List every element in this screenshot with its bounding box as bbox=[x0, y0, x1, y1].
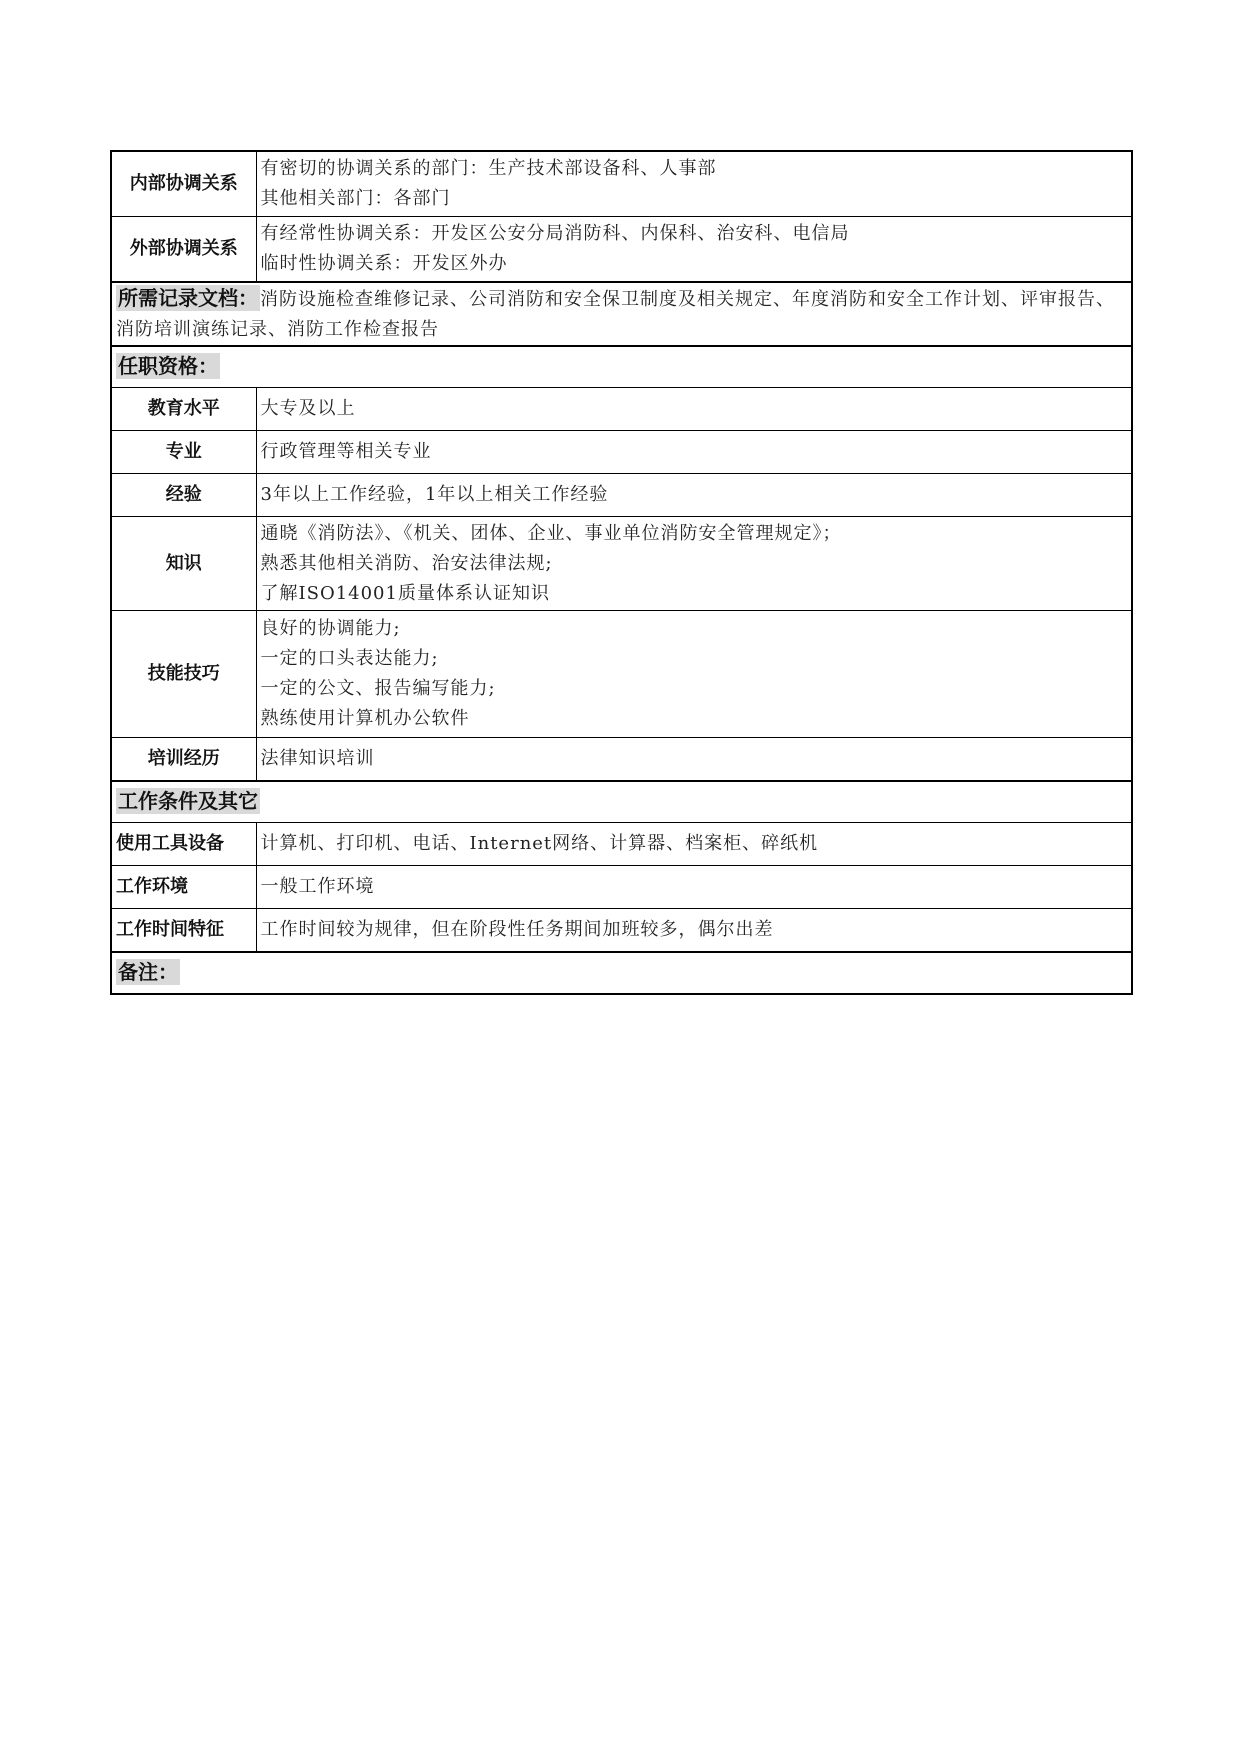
environment-value: 一般工作环境 bbox=[256, 866, 1132, 909]
environment-label: 工作环境 bbox=[111, 866, 256, 909]
notes-label: 备注： bbox=[118, 960, 178, 984]
tools-label: 使用工具设备 bbox=[111, 823, 256, 866]
external-relations-line: 有经常性协调关系：开发区公安分局消防科、内保科、治安科、电信局 bbox=[260, 223, 850, 244]
records-cell bbox=[111, 282, 1132, 346]
qualifications-header-row bbox=[111, 346, 1132, 388]
education-value: 大专及以上 bbox=[256, 388, 1132, 431]
major-row bbox=[111, 431, 1132, 474]
major-label: 专业 bbox=[111, 431, 256, 474]
notes-row bbox=[111, 952, 1132, 994]
knowledge-line: 通晓《消防法》、《机关、团体、企业、事业单位消防安全管理规定》； bbox=[260, 522, 842, 544]
records-row bbox=[111, 282, 1132, 346]
qualifications-header-cell bbox=[111, 346, 1132, 388]
knowledge-line: 熟悉其他相关消防、治安法律法规; bbox=[260, 552, 553, 574]
conditions-header: 工作条件及其它 bbox=[118, 789, 258, 813]
education-row bbox=[111, 388, 1132, 431]
job-description-sheet bbox=[110, 150, 1133, 995]
experience-value: 3年以上工作经验，1年以上相关工作经验 bbox=[256, 474, 1132, 517]
knowledge-label: 知识 bbox=[111, 517, 256, 611]
hours-row bbox=[111, 909, 1132, 953]
skills-line: 一定的口头表达能力; bbox=[260, 648, 439, 669]
skills-line: 熟练使用计算机办公软件 bbox=[260, 708, 470, 729]
environment-row bbox=[111, 866, 1132, 909]
training-value: 法律知识培训 bbox=[256, 738, 1132, 782]
major-value: 行政管理等相关专业 bbox=[256, 431, 1132, 474]
conditions-header-cell bbox=[111, 781, 1132, 823]
conditions-header-row bbox=[111, 781, 1132, 823]
knowledge-value bbox=[256, 517, 1132, 611]
knowledge-row bbox=[111, 517, 1132, 611]
knowledge-line: 了解ISO14001质量体系认证知识 bbox=[260, 582, 550, 604]
education-label: 教育水平 bbox=[111, 388, 256, 431]
internal-relations-row bbox=[111, 151, 1132, 217]
qualifications-header: 任职资格： bbox=[118, 354, 218, 378]
external-relations-value bbox=[256, 217, 1132, 283]
tools-row bbox=[111, 823, 1132, 866]
internal-relations-line: 其他相关部门：各部门 bbox=[260, 188, 451, 209]
hours-value: 工作时间较为规律，但在阶段性任务期间加班较多，偶尔出差 bbox=[256, 909, 1132, 953]
skills-line: 良好的协调能力; bbox=[260, 618, 401, 639]
external-relations-line: 临时性协调关系：开发区外办 bbox=[260, 253, 508, 274]
records-label: 所需记录文档： bbox=[118, 286, 258, 310]
external-relations-row bbox=[111, 217, 1132, 283]
training-label: 培训经历 bbox=[111, 738, 256, 782]
job-description-table bbox=[110, 150, 1133, 995]
skills-row bbox=[111, 611, 1132, 738]
records-text: 消防设施检查维修记录、公司消防和安全保卫制度及相关规定、年度消防和安全工作计划、评审报告、消防培训演练记录、消防工作检查报告 bbox=[116, 289, 1115, 340]
notes-cell bbox=[111, 952, 1132, 994]
internal-relations-value bbox=[256, 151, 1132, 217]
hours-label: 工作时间特征 bbox=[111, 909, 256, 953]
internal-relations-line: 有密切的协调关系的部门：生产技术部设备科、人事部 bbox=[260, 158, 717, 179]
experience-row bbox=[111, 474, 1132, 517]
external-relations-label: 外部协调关系 bbox=[111, 217, 256, 283]
internal-relations-label: 内部协调关系 bbox=[111, 151, 256, 217]
tools-value: 计算机、打印机、电话、Internet网络、计算器、档案柜、碎纸机 bbox=[256, 823, 1132, 866]
skills-value bbox=[256, 611, 1132, 738]
skills-line: 一定的公文、报告编写能力; bbox=[260, 678, 496, 699]
experience-label: 经验 bbox=[111, 474, 256, 517]
training-row bbox=[111, 738, 1132, 782]
skills-label: 技能技巧 bbox=[111, 611, 256, 738]
